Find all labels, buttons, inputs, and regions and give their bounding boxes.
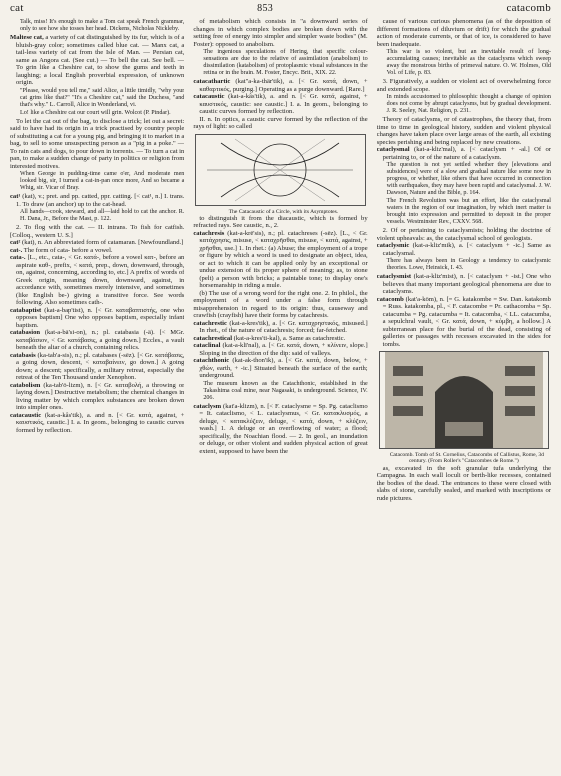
definition-paragraph [10, 34, 184, 87]
definition-paragraph [377, 242, 551, 257]
citation-quote [203, 381, 367, 402]
catacomb-figure [379, 351, 549, 449]
caustic-curve-lower [221, 175, 339, 197]
entry-text: (kat-a-kliz'mik), a. [< cataclysm + -ic.] Same as cataclysmal. [382, 242, 551, 257]
entry-text: (ka-tab'a-sis), n.; pl. catabases (-sēz). [< Gr. κατάβασις, a going down, descent, < καταβαίνειν, go down.] A going down; a descent; specifically, a military retreat, especially the retreat of the Ten Thousand under Xenophon. [16, 351, 185, 381]
entry-text: Theory of cataclysms, or of catastrophes, the theory that, from time to time in geological history, sudden and violent physical changes have taken place over large areas of the earth, all existing species perishing and being replaced by new creations. [376, 116, 551, 146]
definition-paragraph [10, 412, 184, 435]
headword: catachrestic [193, 319, 227, 327]
headword: cataclysmist [376, 273, 412, 280]
headword: catabasis [10, 351, 36, 359]
entry-text: (kat-a-kliz'mist), n. [< cataclysm + -ist.] One who believes that many important geological phenomena are due to cataclysms. [382, 273, 551, 295]
entry-text: (kat-a-kliz'mal), a. [< cataclysm + -al.] Of or pertaining to, or of the nature of a cataclysm. [382, 146, 551, 161]
definition-paragraph [193, 230, 367, 290]
citation-quote [203, 49, 367, 77]
caustic-curve-upper [221, 143, 339, 165]
headword: Maltese cat, [10, 34, 44, 41]
definition-paragraph [10, 382, 184, 412]
loculus-right-3 [505, 406, 535, 416]
entry-text: (ka-tab'ō-lizm), n. [< Gr. καταβολή, a throwing or laying down.] Destructive metabolism; the chemical changes in living matter by which complex substances are broken down into simpler ones. [16, 381, 185, 411]
header-left-guideword: cat [10, 2, 24, 14]
column-middle [193, 18, 367, 774]
figure-caption: The Catacaustic of a Circle, with its Asymptotes. [228, 208, 339, 215]
definition-paragraph [193, 335, 367, 343]
catacomb-engraving-svg [385, 352, 543, 448]
headword: cata-. [10, 254, 26, 261]
entry-text: (kat-a-bap'tist), n. [< Gr. καταβαπτιστής, one who opposes baptism] One who opposes baptism, especially infant baptism. [16, 306, 185, 329]
entry-text: The question is not yet settled whether they [elevations and subsidences] were of a slow and gradual nature like some now in progress, or whether, like others that have occurred in connection with earthquakes, they may have been rapid and cataclysmal. J. W. Dawson, Nature and the Bible, p. 164. [386, 162, 551, 196]
entry-text: (kat-a-kres'tik), a. [< Gr. καταχρηστικός, misused.] In rhet., of the nature of catachresis; forced; far-fetched. [199, 319, 368, 335]
headword: cat² [10, 239, 21, 246]
citation-quote [20, 209, 184, 223]
entry-text: 2. Of or pertaining to cataclysmists; holding the doctrine of violent upheavals: as, the cataclysmal school of geologists. [376, 227, 551, 242]
entry-text: In minds accustomed to philosophic thought a change of opinion does not come by abrupt cataclysms, but by gradual development. J. R. Seeley, Nat. Religion, p. 231. [386, 94, 551, 114]
entry-text: (kat-a-kâs'tik), a. and n. [< Gr. κατά, against, + καυστικός, caustic: see caustic.] I. a. In geom., belonging to caustic curves formed by reflection. [199, 93, 368, 115]
definition-paragraph [10, 224, 184, 239]
definition-paragraph [377, 78, 551, 93]
entry-text: to distinguish it from the diacaustic, which is formed by refracted rays. See caustic, n., 2. [193, 214, 368, 230]
definition-paragraph [377, 296, 551, 349]
column-right [377, 18, 551, 774]
citation-quote [387, 49, 551, 77]
definition-paragraph [193, 342, 367, 357]
definition-paragraph [10, 254, 184, 307]
definition-paragraph [193, 357, 367, 380]
entry-text: II. n. In optics, a caustic curve formed by the reflection of the rays of light: so called [193, 115, 368, 130]
definition-paragraph [193, 215, 367, 230]
citation-quote [20, 171, 184, 192]
headword: cataclysmal [376, 146, 410, 153]
headword: catachthonic [193, 357, 230, 365]
entry-text: The form of cata- before a vowel. [22, 246, 113, 254]
page-header [10, 2, 551, 18]
entry-text: This war is so violent, but an inevitable result of long-accumulating causes; inevitable as the cataclysms which sweep away the monstrous births of primeval nature. O. W. Holmes, Old Vol. of Life, p. 83. [386, 49, 551, 76]
entry-text: To let the cat out of the bag, to disclose a trick; let out a secret: said to have had its origin in a trick practised by country people of substituting a cat for a young pig, and bringing it to market in a bag, to sell to some unsuspecting person as a "pig in a poke." — To rain cats and dogs, to pour down in torrents. — To turn a cat in pan, to make a sudden change of party in politics or religion from interested motives. [10, 117, 185, 170]
entry-text: The French Revolution was but an effort, like the cataclysmal waters in the region of our imagination, by which inert matter is brought into expression and permitted to deposit in the proper vessels. Westminster Rev., CXXV. 568. [386, 198, 551, 225]
definition-paragraph [193, 290, 367, 320]
entry-text: cause of various curious phenomena (as of the deposition of different formations of diluvium or drift) for which the gradual action of moderate currents, or that of ice, is considered to have been inadequate. [376, 18, 551, 48]
entry-text: There has always been in Geology a tendency to cataclysmic theories. Lowe, Heinsick, I. 43. [386, 258, 551, 271]
entry-text: 2. To flog with the cat. — II. intrans. To fish for catfish. [Colloq., western U. S.] [10, 224, 185, 239]
entry-text: (kat'a-kōm), n. [= G. katakombe = Sw. Dan. katakomb = Russ. katakomba, pl., < F. catacombe = Pr. cathacomba = Sp. catacumba = Pg. catacumba = It. catacomba, < LL. catacumba, a sepulchral vault, < Gr. κατά, down, + κύμβη, a hollow.] A subterranean place for the burial of the dead, consisting of galleries or passages with recesses excavated in the sides for tombs. [382, 295, 551, 348]
entry-text: [L., etc., cata-, < Gr. κατά-, before a vowel κατ-, before an aspirate καθ-, prefix, < κατά, prep., down, downward, through, on, against, concerning, according to, etc.] A prefix of words of Greek origin, meaning down, downward, against, in accordance with, sometimes merely intensive, and sometimes (like English be-) giving a transitive force. See words following. Also sometimes cath-. [16, 254, 185, 306]
entry-text: Lo! like a Cheshire cat our court will grin. Wolcot (P. Pindar). [20, 109, 171, 116]
figure-caption: Catacomb. Tomb of St. Cornelius, Catacombs of Callistus, Rome, 3d century. (From Roller's "Catacombes de Rome.") [389, 452, 544, 465]
entry-text: (kat-a-bā'si-on), n.; pl. catabasia (-ä). [< MGr. καταβάσιον, < Gr. κατάβασις, a going down.] Eccles., a vault beneath the altar of a church, containing relics. [16, 329, 185, 351]
headword: cataclysm [193, 402, 222, 410]
headword: cat¹ [10, 193, 21, 200]
definition-paragraph [193, 18, 367, 48]
definition-paragraph [377, 465, 551, 503]
header-right-guideword: catacomb [506, 2, 551, 14]
definition-paragraph [193, 320, 367, 335]
definition-paragraph [377, 227, 551, 242]
headword: catacaustic [193, 93, 225, 100]
headword: catacomb [376, 295, 404, 303]
arched-passage [435, 376, 493, 448]
column-left [10, 18, 184, 774]
loculus-right-2 [505, 386, 535, 396]
citation-quote [387, 198, 551, 226]
headword: catacaustic [10, 411, 42, 419]
citation-quote [387, 162, 551, 197]
definition-paragraph [10, 329, 184, 352]
entry-text: "Please, would you tell me," said Alice, a little timidly, "why your cat grins like that?" "It's a Cheshire cat," said the Duchess, "and that's why." L. Carroll, Alice in Wonderland, vi. [20, 87, 185, 108]
catacaustic-figure-svg [201, 135, 359, 205]
citation-quote [387, 258, 551, 272]
definition-paragraph [377, 18, 551, 48]
headword: catabolism [10, 381, 41, 389]
definition-paragraph [377, 273, 551, 296]
entry-text: (kat), n. An abbreviated form of catamaran. [Newfoundland.] [20, 239, 184, 246]
text-columns [10, 18, 551, 774]
catacaustic-figure [195, 134, 365, 206]
definition-paragraph [193, 403, 367, 456]
entry-text: The museum known as the Catachthonic, established in the Takashima coal mine, near Nagasaki, is underground. Science, IV. 206. [203, 380, 368, 401]
entry-text: as, excavated in the soft granular tufa underlying the Campagna. In each wall loculi or berth-like recesses, contained the bodies of the dead. The entrances to these were closed with slabs of stone, carefully sealed, and marked with inscriptions or rude pictures. [376, 464, 551, 502]
definition-paragraph [10, 239, 184, 247]
loculus-left-3 [393, 406, 423, 416]
headword: catachrestical [193, 334, 233, 342]
definition-paragraph [193, 93, 367, 116]
definition-paragraph [10, 247, 184, 255]
citation-quote [20, 110, 184, 117]
entry-text: (kat-a-kres'ti-kal), a. Same as catachrestic. [232, 334, 346, 342]
entry-text: (kat"a-ka-thär'tik), a. [< Gr. κατά, down, + καθαρτικός, purging.] Operating as a purge downward. [Rare.] [199, 78, 368, 93]
definition-paragraph [10, 193, 184, 208]
entry-text: (kat'a-klizm), n. [< F. cataclysme = Sp. Pg. cataclismo = It. cataclismo, < L. cataclysmus, < Gr. κατακλυσμός, a deluge, < κατακλύζειν, deluge, < κατά, down, + κλύζειν, wash.] 1. A deluge or an overflowing of water; a flood; specifically, the Noachian flood. — 2. In geol., an inundation or deluge, or other violent and sudden physical action of great extent, supposed to have been the [199, 402, 368, 455]
citation-quote [20, 19, 184, 33]
citation-quote [20, 88, 184, 109]
entry-text: (kat-a-klī'nal), a. [< Gr. κατά, down, + κλίνειν, slope.] Sloping in the direction of the dip: said of valleys. [199, 342, 368, 357]
entry-text: of metabolism which consists in "a downward series of changes in which complex bodies are broken down with the setting free of energy into simpler and simpler waste bodies" (M. Foster): opposed to anabolism. [193, 18, 368, 48]
entry-text: All hands—cook, steward, and all—laid hold to cat the anchor. R. H. Dana, Jr., Before the Mast, p. 122. [20, 209, 185, 222]
entry-text: When George in pudding-time came o'er, And moderate men looked big, sir, I turned a cat-in-pan once more, And so became a Whig, sir. Vicar of Bray. [20, 171, 185, 191]
entry-text: (kat-a-krē'sis), n.; pl. catachreses (-sēz). [L., < Gr. κατάχρησις, misuse, < καταχρῆσθαι, misuse, < κατά, against, + χρῆσθαι, use.] 1. In rhet.: (a) Abuse; the employment of a trope or figure by which a word is used to designate an object, idea, or act to which it can be applied only by an exceptional or undue extension of its proper sphere of meaning; as, to stone (pelt) a person with bricks; a paintable tone; to display one's horsemanship in riding a mule. [199, 229, 368, 290]
loculus-left-2 [393, 386, 423, 396]
headword: catabaptist [10, 306, 42, 314]
definition-paragraph [193, 78, 367, 93]
definition-paragraph [10, 118, 184, 171]
headword: cat-. [10, 246, 23, 254]
entry-text: The ingenious speculations of Hering, that specific colour-sensations are due to the relative of assimilation (anabolism) to dissimilation (katabolism) of protoplasmic visual substances in the retina or in the brain. M. Foster, Encyc. Brit., XIX. 22. [203, 49, 368, 76]
definition-paragraph [377, 116, 551, 146]
headword: cataclinal [193, 342, 221, 350]
entry-text: (kat), v.; pret. and pp. catted, ppr. catting. [< cat¹, n.] I. trans. 1. To draw (an anchor) up to the cat-head. [16, 193, 185, 208]
loculus-right-1 [505, 366, 535, 376]
headword: catachresis [193, 229, 225, 237]
headword: catabasion [10, 329, 41, 336]
tomb-slab [445, 422, 483, 436]
definition-paragraph [10, 307, 184, 330]
entry-text: 3. Figuratively, a sudden or violent act of overwhelming force and extended scope. [376, 78, 551, 93]
definition-paragraph [377, 146, 551, 161]
headword: cataclysmic [376, 242, 410, 249]
entry-text: Talk, miss! It's enough to make a Tom cat speak French grammar, only to see how she tosses her head. Dickens, Nicholas Nickleby. [20, 19, 185, 32]
loculus-left-1 [393, 366, 423, 376]
entry-text: a variety of cat distinguished by its fur, which is of a bluish-gray color; sometimes called blue cat. — Manx cat, a tail-less variety of cat from the Isle of Man. — Persian cat, same as Angora cat. (See cut.) — To bell the cat. See bell. — To grin like a Cheshire cat, to show the gums and teeth in laughing; a local English proverbial expression, of unknown origin. [16, 34, 185, 86]
entry-text: (b) The use of a wrong word for the right one. 2. In philol., the employment of a word under a false form through misapprehension in regard to its origin: thus, causeway and crawfish (crayfish) have their forms by catachresis. [193, 289, 368, 320]
definition-paragraph [10, 352, 184, 382]
entry-text: (kat-a-kâs'tik), a. and n. [< Gr. κατά, against, + καυστικός, caustic.] I. a. In geom., belonging to caustic curves formed by reflection. [16, 411, 185, 434]
entry-text: (kat-ak-thon'ik), a. [< Gr. κατά, down, below, + χθών, earth, + -ic.] Situated beneath the surface of the earth; underground. [199, 357, 368, 380]
definition-paragraph [193, 116, 367, 131]
headword: catacathartic [193, 78, 231, 85]
citation-quote [387, 94, 551, 115]
page-number: 853 [257, 3, 274, 14]
